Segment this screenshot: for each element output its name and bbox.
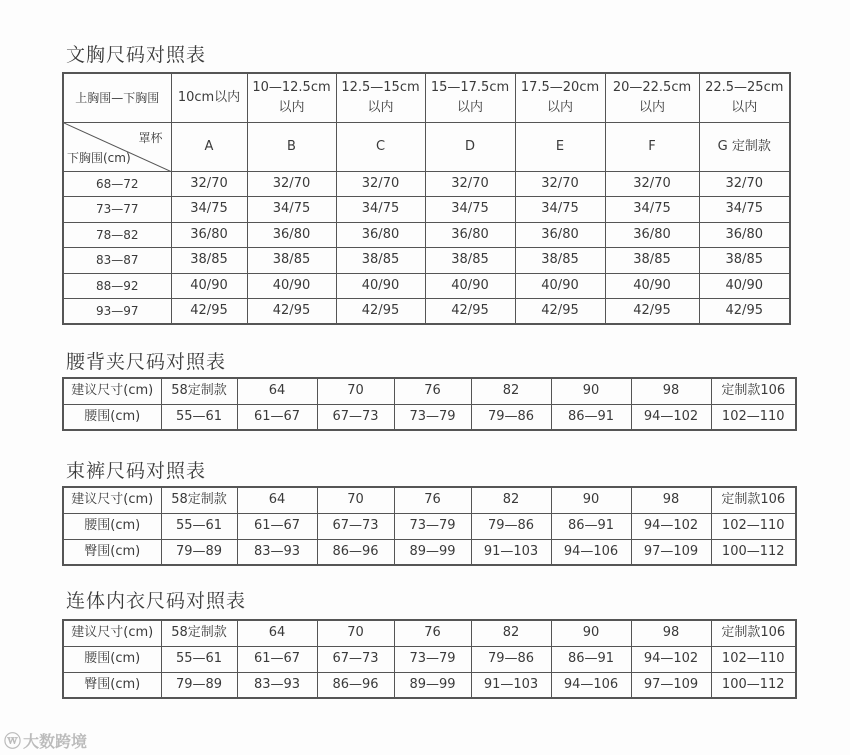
diff-range-cell [605, 73, 699, 122]
bra-size-cell: 42/95 [247, 299, 336, 325]
size-value-cell: 100—112 [711, 539, 796, 565]
bra-size-cell: 32/70 [247, 171, 336, 197]
bra-table-title: 文胸尺码对照表 [66, 44, 207, 66]
row-label-cell: 建议尺寸(cm) [63, 620, 161, 646]
size-value-cell: 94—102 [631, 646, 711, 672]
bra-size-cell: 36/80 [336, 222, 425, 248]
bra-size-cell: 40/90 [336, 273, 425, 299]
size-value-cell: 61—67 [237, 646, 317, 672]
bra-size-cell: 40/90 [699, 273, 790, 299]
cup-cell: A [171, 122, 247, 171]
size-value-cell: 73—79 [394, 646, 471, 672]
bra-size-cell: 38/85 [247, 248, 336, 274]
size-value-cell: 98 [631, 487, 711, 513]
size-value-cell: 76 [394, 487, 471, 513]
bra-diff-row [63, 73, 790, 122]
size-value-cell: 67—73 [317, 646, 394, 672]
diff-range-line: 20—22.5cm 以内 [612, 79, 692, 115]
bra-size-cell: 40/90 [171, 273, 247, 299]
waist-trainer-row [63, 404, 796, 430]
bra-size-cell: 32/70 [515, 171, 605, 197]
diff-range-cell [425, 73, 515, 122]
cup-underbust-header [63, 122, 171, 171]
bra-size-cell: 40/90 [247, 273, 336, 299]
size-value-cell: 64 [237, 378, 317, 404]
bust-difference-header: 上胸围—下胸围 [63, 73, 171, 122]
size-value-cell: 55—61 [161, 513, 237, 539]
girdle-row [63, 487, 796, 513]
size-value-cell: 89—99 [394, 539, 471, 565]
bra-size-cell: 32/70 [171, 171, 247, 197]
bra-size-cell: 38/85 [336, 248, 425, 274]
bra-size-cell: 34/75 [336, 197, 425, 223]
size-value-cell: 70 [317, 378, 394, 404]
cup-cell: C [336, 122, 425, 171]
bra-size-cell: 34/75 [699, 197, 790, 223]
size-value-cell: 58定制款 [161, 487, 237, 513]
row-label-cell: 臀围(cm) [63, 539, 161, 565]
girdle-size-table [62, 486, 797, 566]
bra-size-row [63, 171, 790, 197]
size-value-cell: 82 [471, 378, 551, 404]
size-value-cell: 91—103 [471, 672, 551, 698]
cup-label: 罩杯 [138, 130, 163, 145]
size-value-cell: 79—89 [161, 672, 237, 698]
waist-trainer-table-title: 腰背夹尺码对照表 [66, 351, 227, 373]
cup-cell: E [515, 122, 605, 171]
size-value-cell: 73—79 [394, 404, 471, 430]
diff-range-cell: 10cm以内 [171, 73, 247, 122]
bra-size-row [63, 299, 790, 325]
row-label-cell: 腰围(cm) [63, 646, 161, 672]
size-value-cell: 61—67 [237, 404, 317, 430]
girdle-row [63, 539, 796, 565]
bra-size-cell: 38/85 [171, 248, 247, 274]
size-value-cell: 102—110 [711, 404, 796, 430]
bra-size-cell: 36/80 [515, 222, 605, 248]
bodysuit-row [63, 672, 796, 698]
size-value-cell: 83—93 [237, 539, 317, 565]
diff-range-cell [699, 73, 790, 122]
bra-size-cell: 32/70 [699, 171, 790, 197]
size-value-cell: 97—109 [631, 672, 711, 698]
bra-size-cell: 36/80 [171, 222, 247, 248]
bra-size-cell: 36/80 [247, 222, 336, 248]
size-value-cell: 61—67 [237, 513, 317, 539]
diff-range-cell [336, 73, 425, 122]
diff-range-cell [247, 73, 336, 122]
size-value-cell: 86—96 [317, 539, 394, 565]
bra-size-row [63, 197, 790, 223]
size-value-cell: 98 [631, 620, 711, 646]
size-value-cell: 64 [237, 620, 317, 646]
size-value-cell: 定制款106 [711, 620, 796, 646]
bra-size-cell: 32/70 [605, 171, 699, 197]
size-value-cell: 94—106 [551, 539, 631, 565]
row-label-cell: 建议尺寸(cm) [63, 487, 161, 513]
bra-size-cell: 34/75 [605, 197, 699, 223]
size-value-cell: 82 [471, 487, 551, 513]
size-value-cell: 67—73 [317, 404, 394, 430]
bra-size-cell: 34/75 [425, 197, 515, 223]
cup-cell: G 定制款 [699, 122, 790, 171]
diff-range-line: 22.5—25cm 以内 [705, 79, 784, 115]
bra-size-table [62, 72, 791, 325]
size-value-cell: 64 [237, 487, 317, 513]
cup-cell: F [605, 122, 699, 171]
row-label-cell: 臀围(cm) [63, 672, 161, 698]
girdle-row [63, 513, 796, 539]
bra-size-cell: 34/75 [247, 197, 336, 223]
size-value-cell: 89—99 [394, 672, 471, 698]
underbust-range-cell: 78—82 [63, 222, 171, 248]
diff-range-cell [515, 73, 605, 122]
bra-size-cell: 38/85 [605, 248, 699, 274]
bra-size-row [63, 248, 790, 274]
bra-size-row [63, 222, 790, 248]
bra-size-cell: 34/75 [171, 197, 247, 223]
bodysuit-table-title: 连体内衣尺码对照表 [66, 590, 247, 612]
bodysuit-row [63, 646, 796, 672]
diff-range-line: 10—12.5cm 以内 [252, 79, 331, 115]
size-value-cell: 79—86 [471, 513, 551, 539]
size-value-cell: 90 [551, 487, 631, 513]
size-value-cell: 55—61 [161, 646, 237, 672]
size-value-cell: 79—86 [471, 404, 551, 430]
bra-size-cell: 38/85 [699, 248, 790, 274]
size-value-cell: 94—102 [631, 513, 711, 539]
underbust-range-cell: 83—87 [63, 248, 171, 274]
underbust-range-cell: 68—72 [63, 171, 171, 197]
bra-size-cell: 38/85 [515, 248, 605, 274]
size-value-cell: 86—91 [551, 513, 631, 539]
size-value-cell: 70 [317, 487, 394, 513]
bra-size-cell: 32/70 [425, 171, 515, 197]
row-label-cell: 腰围(cm) [63, 513, 161, 539]
bra-size-cell: 36/80 [425, 222, 515, 248]
size-value-cell: 90 [551, 620, 631, 646]
size-value-cell: 97—109 [631, 539, 711, 565]
bra-size-cell: 32/70 [336, 171, 425, 197]
size-value-cell: 94—106 [551, 672, 631, 698]
bodysuit-size-table [62, 619, 797, 699]
bra-size-cell: 42/95 [171, 299, 247, 325]
size-value-cell: 55—61 [161, 404, 237, 430]
size-value-cell: 86—91 [551, 646, 631, 672]
size-value-cell: 79—86 [471, 646, 551, 672]
size-value-cell: 100—112 [711, 672, 796, 698]
bra-size-cell: 38/85 [425, 248, 515, 274]
diff-range-line: 15—17.5cm 以内 [430, 79, 510, 115]
size-value-cell: 67—73 [317, 513, 394, 539]
waist-trainer-row [63, 378, 796, 404]
size-value-cell: 102—110 [711, 646, 796, 672]
diff-range-line: 12.5—15cm 以内 [341, 79, 420, 115]
size-value-cell: 91—103 [471, 539, 551, 565]
size-value-cell: 94—102 [631, 404, 711, 430]
size-value-cell: 86—91 [551, 404, 631, 430]
bra-size-cell: 40/90 [425, 273, 515, 299]
girdle-table-title: 束裤尺码对照表 [66, 460, 207, 482]
bra-size-cell: 42/95 [699, 299, 790, 325]
bra-size-row [63, 273, 790, 299]
size-value-cell: 58定制款 [161, 620, 237, 646]
size-value-cell: 70 [317, 620, 394, 646]
size-value-cell: 定制款106 [711, 378, 796, 404]
bra-cup-row [63, 122, 790, 171]
bra-size-cell: 42/95 [425, 299, 515, 325]
row-label-cell: 腰围(cm) [63, 404, 161, 430]
bra-size-cell: 42/95 [336, 299, 425, 325]
size-value-cell: 83—93 [237, 672, 317, 698]
diff-range-line: 17.5—20cm 以内 [520, 79, 600, 115]
watermark-text: 大数跨境 [23, 732, 88, 751]
size-value-cell: 76 [394, 620, 471, 646]
cup-cell: B [247, 122, 336, 171]
size-value-cell: 58定制款 [161, 378, 237, 404]
underbust-range-cell: 93—97 [63, 299, 171, 325]
underbust-range-cell: 73—77 [63, 197, 171, 223]
bra-size-cell: 42/95 [515, 299, 605, 325]
cup-cell: D [425, 122, 515, 171]
size-value-cell: 86—96 [317, 672, 394, 698]
size-value-cell: 定制款106 [711, 487, 796, 513]
row-label-cell: 建议尺寸(cm) [63, 378, 161, 404]
bra-size-cell: 34/75 [515, 197, 605, 223]
bra-size-cell: 42/95 [605, 299, 699, 325]
bra-size-cell: 36/80 [605, 222, 699, 248]
bodysuit-row [63, 620, 796, 646]
size-value-cell: 76 [394, 378, 471, 404]
watermark [4, 727, 87, 752]
waist-trainer-size-table [62, 377, 797, 431]
bra-size-cell: 40/90 [605, 273, 699, 299]
bra-size-cell: 40/90 [515, 273, 605, 299]
size-value-cell: 90 [551, 378, 631, 404]
size-value-cell: 102—110 [711, 513, 796, 539]
size-value-cell: 98 [631, 378, 711, 404]
bra-size-cell: 36/80 [699, 222, 790, 248]
size-value-cell: 82 [471, 620, 551, 646]
size-value-cell: 73—79 [394, 513, 471, 539]
weibo-icon: ⓦ [4, 732, 21, 752]
underbust-label: 下胸围(cm) [67, 150, 131, 165]
size-value-cell: 79—89 [161, 539, 237, 565]
underbust-range-cell: 88—92 [63, 273, 171, 299]
